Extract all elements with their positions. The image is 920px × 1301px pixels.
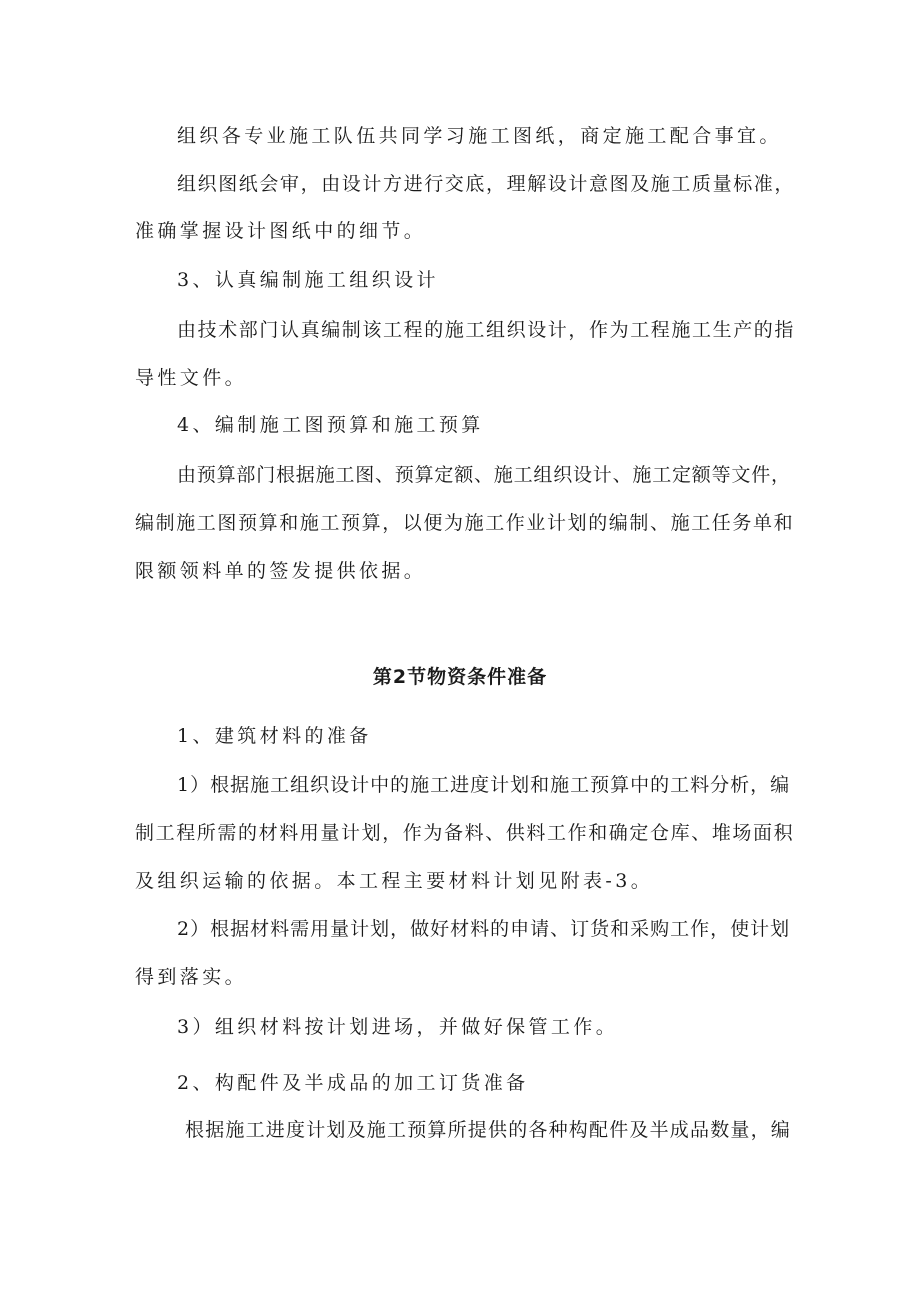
paragraph-line: 限额领料单的签发提供依据。 (135, 560, 427, 582)
section-item-heading: 1、建筑材料的准备 (177, 725, 372, 747)
section-item-heading: 4、编制施工图预算和施工预算 (177, 414, 484, 436)
paragraph-line: 及组织运输的依据。本工程主要材料计划见附表-3。 (135, 870, 654, 892)
section-title: 第2节物资条件准备 (372, 666, 548, 688)
paragraph-line: 组织图纸会审，由设计方进行交底，理解设计意图及施工质量标准， (177, 173, 796, 195)
paragraph-line: 由技术部门认真编制该工程的施工组织设计，作为工程施工生产的指 (177, 319, 796, 341)
paragraph-line: 根据施工进度计划及施工预算所提供的各种构配件及半成品数量，编 (185, 1119, 792, 1141)
paragraph-line: 3）组织材料按计划进场，并做好保管工作。 (177, 1016, 619, 1038)
paragraph-line: 编制施工图预算和施工预算，以便为施工作业计划的编制、施工任务单和 (135, 512, 795, 534)
section-item-heading: 2、构配件及半成品的加工订货准备 (177, 1072, 529, 1094)
paragraph-line: 准确掌握设计图纸中的细节。 (135, 220, 427, 242)
paragraph-line: 导性文件。 (135, 367, 248, 389)
paragraph-line: 组织各专业施工队伍共同学习施工图纸，商定施工配合事宜。 (177, 125, 782, 147)
paragraph-line: 2）根据材料需用量计划，做好材料的申请、订货和采购工作，使计划 (177, 918, 791, 940)
paragraph-line: 由预算部门根据施工图、预算定额、施工组织设计、施工定额等文件， (177, 464, 791, 486)
section-item-heading: 3、认真编制施工组织设计 (177, 269, 439, 291)
paragraph-line: 得到落实。 (135, 966, 248, 988)
paragraph-line: 制工程所需的材料用量计划，作为备料、供料工作和确定仓库、堆场面积 (135, 822, 795, 844)
paragraph-line: 1）根据施工组织设计中的施工进度计划和施工预算中的工料分析，编 (177, 774, 791, 796)
